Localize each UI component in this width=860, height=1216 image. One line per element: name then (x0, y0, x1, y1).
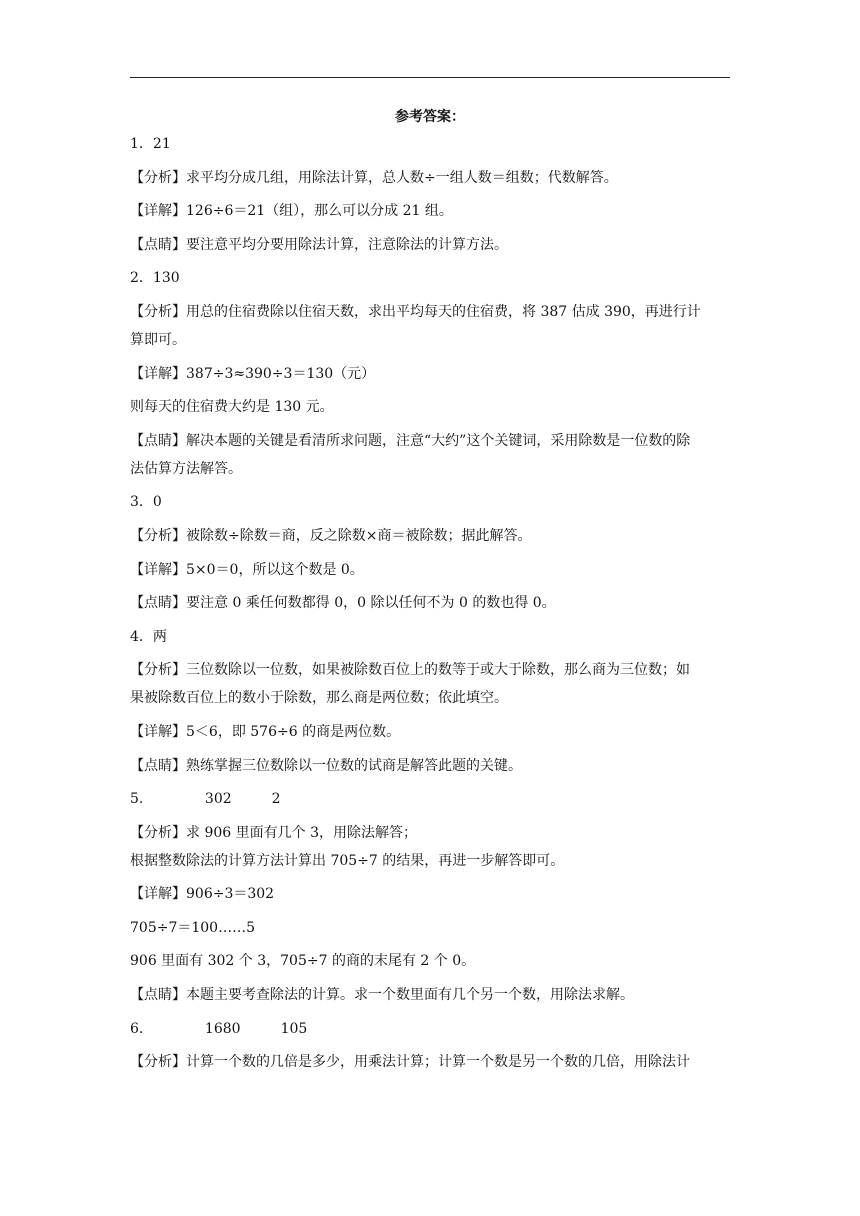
question-2-comment: 【点睛】解决本题的关键是看清所求问题，注意“大约”这个关键词，采用除数是一位数的除 (130, 432, 691, 449)
question-5-detail-line2: 705÷7＝100……5 (130, 919, 255, 936)
question-3-comment: 【点睛】要注意 0 乘任何数都得 0，0 除以任何不为 0 的数也得 0。 (130, 595, 556, 612)
question-1-detail: 【详解】126÷6＝21（组），那么可以分成 21 组。 (130, 203, 453, 220)
question-4-analysis: 【分析】三位数除以一位数，如果被除数百位上的数等于或大于除数，那么商为三位数；如 (130, 662, 690, 679)
answer-content (130, 134, 732, 1086)
question-2-detail-cont: 则每天的住宿费大约是 130 元。 (130, 399, 334, 416)
question-4-comment: 【点睛】熟练掌握三位数除以一位数的试商是解答此题的关键。 (130, 757, 522, 774)
question-1-analysis: 【分析】求平均分成几组，用除法计算，总人数÷一组人数＝组数；代数解答。 (130, 169, 618, 186)
question-5-comment: 【点睛】本题主要考查除法的计算。求一个数里面有几个另一个数，用除法求解。 (130, 987, 634, 1004)
question-1-answer: 1．21 (130, 136, 171, 152)
question-2-analysis: 【分析】用总的住宿费除以住宿天数，求出平均每天的住宿费，将 387 估成 390，再进行计 (130, 303, 701, 320)
question-5-answer: 5． 302 2 (130, 791, 281, 808)
question-6-analysis: 【分析】计算一个数的几倍是多少，用乘法计算；计算一个数是另一个数的几倍，用除法计 (130, 1054, 690, 1071)
question-5-detail-line3: 906 里面有 302 个 3，705÷7 的商的末尾有 2 个 0。 (130, 953, 476, 970)
question-2-detail: 【详解】387÷3≈390÷3＝130（元） (130, 365, 376, 382)
question-5-detail: 【详解】906÷3＝302 (130, 886, 275, 903)
question-3-detail: 【详解】5×0＝0，所以这个数是 0。 (130, 561, 364, 578)
question-3-analysis: 【分析】被除数÷除数＝商，反之除数×商＝被除数；据此解答。 (130, 527, 532, 544)
page-title: 参考答案： (395, 109, 465, 125)
header-rule (130, 77, 730, 78)
question-2-analysis-cont: 算即可。 (130, 331, 186, 348)
question-1-comment: 【点睛】要注意平均分要用除法计算，注意除法的计算方法。 (130, 236, 508, 253)
question-4-analysis-cont: 果被除数百位上的数小于除数，那么商是两位数；依此填空。 (130, 690, 508, 707)
question-4-detail: 【详解】5＜6，即 576÷6 的商是两位数。 (130, 723, 401, 740)
question-5-analysis-cont: 根据整数除法的计算方法计算出 705÷7 的结果，再进一步解答即可。 (130, 852, 565, 869)
question-2-answer: 2．130 (130, 270, 180, 287)
question-4-answer: 4．两 (130, 628, 167, 645)
question-5-analysis: 【分析】求 906 里面有几个 3，用除法解答； (130, 824, 417, 841)
question-3-answer: 3．0 (130, 494, 162, 511)
question-6-answer: 6． 1680 105 (130, 1020, 308, 1037)
question-2-comment-cont: 法估算方法解答。 (130, 460, 242, 477)
